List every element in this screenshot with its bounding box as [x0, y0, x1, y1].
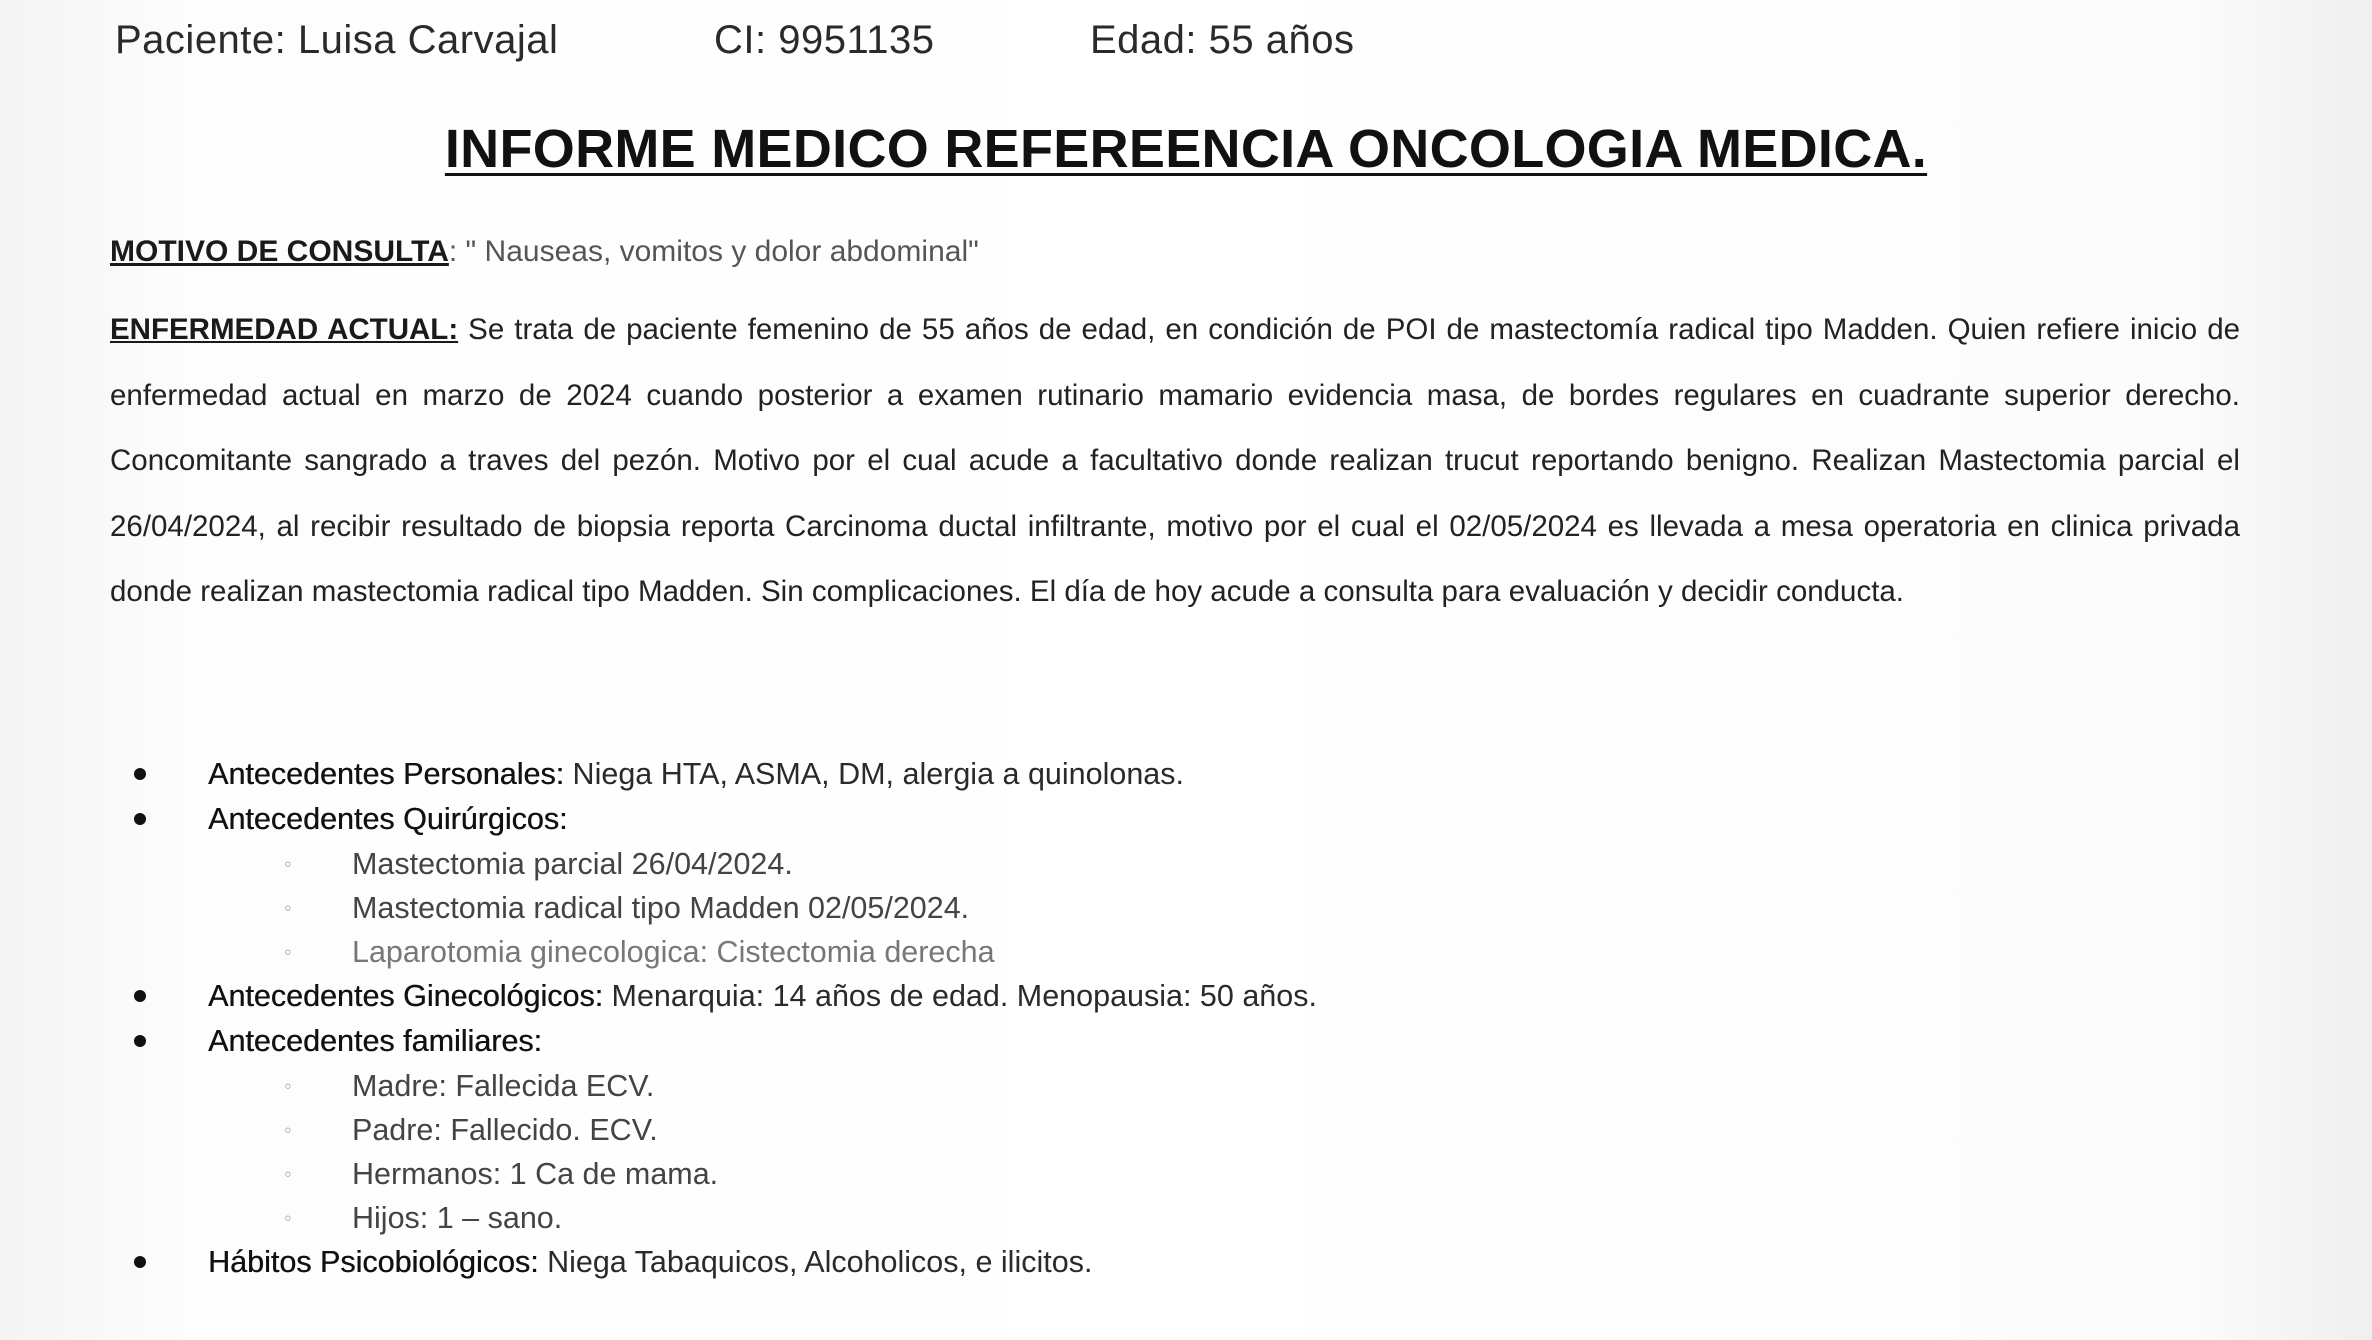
personales-text: Niega HTA, ASMA, DM, alergia a quinolonas.	[564, 757, 1184, 791]
bullet-icon	[134, 990, 146, 1002]
sub-item-familiar: ◦ Padre: Fallecido. ECV.	[0, 1108, 2372, 1152]
list-item-personales	[0, 752, 2372, 797]
report-title	[0, 118, 2372, 180]
bullet-icon	[134, 1256, 146, 1268]
enfermedad-actual	[110, 297, 2240, 625]
sub-item-quirurgico: ◦ Laparotomia ginecologica: Cistectomia derecha	[0, 930, 2372, 974]
patient-name: Paciente: Luisa Carvajal	[115, 18, 559, 62]
familiares-label: Antecedentes familiares:	[208, 1024, 542, 1058]
bullet-icon	[134, 768, 146, 780]
ginecologicos-text: Menarquia: 14 años de edad. Menopausia: 50 años.	[603, 979, 1317, 1013]
sub-item-quirurgico: ◦ Mastectomia parcial 26/04/2024.	[0, 842, 2372, 886]
habitos-text: Niega Tabaquicos, Alcoholicos, e ilicitos.	[538, 1245, 1093, 1279]
sub-item-familiar: ◦ Hermanos: 1 Ca de mama.	[0, 1152, 2372, 1196]
motivo-label: MOTIVO DE CONSULTA	[110, 235, 449, 268]
circle-bullet-icon: ◦	[284, 1117, 292, 1142]
sub-item-familiar: ◦ Madre: Fallecida ECV.	[0, 1064, 2372, 1108]
list-item-familiares	[0, 1019, 2372, 1064]
enfermedad-text: Se trata de paciente femenino de 55 años de edad, en condición de POI de mastectomía radical tipo Madden. Quien refiere inicio de enfermedad actual en marzo de 2024 cuando posterior a examen rutinario mamario evidencia masa, de bordes regulares en cuadrante superior derecho. Concomitante sangrado a traves del pezón. Motivo por el cual acude a facultativo donde realizan trucut reportando benigno. Realizan Mastectomia parcial el 26/04/2024, al recibir resultado de biopsia reporta Carcinoma ductal infiltrante, motivo por el cual el 02/05/2024 es llevada a mesa operatoria en clinica privada donde realizan mastectomia radical tipo Madden. Sin complicaciones. El día de hoy acude a consulta para evaluación y decidir conducta.	[110, 313, 2241, 609]
antecedentes-list	[0, 752, 2372, 1285]
enfermedad-label: ENFERMEDAD ACTUAL:	[110, 313, 459, 346]
motivo-text: : " Nauseas, vomitos y dolor abdominal"	[448, 235, 979, 268]
patient-ci: CI: 9951135	[714, 18, 935, 62]
quirurgicos-label: Antecedentes Quirúrgicos:	[208, 802, 568, 836]
sub-item-quirurgico: ◦ Mastectomia radical tipo Madden 02/05/2024.	[0, 886, 2372, 930]
patient-age: Edad: 55 años	[1090, 18, 1355, 62]
circle-bullet-icon: ◦	[284, 939, 292, 964]
circle-bullet-icon: ◦	[284, 895, 292, 920]
sub-item-familiar: ◦ Hijos: 1 – sano.	[0, 1196, 2372, 1240]
motivo-consulta	[110, 235, 979, 269]
circle-bullet-icon: ◦	[284, 1205, 292, 1230]
ginecologicos-label: Antecedentes Ginecológicos:	[208, 979, 604, 1013]
patient-header	[0, 12, 2372, 72]
bullet-icon	[134, 813, 146, 825]
habitos-label: Hábitos Psicobiológicos:	[208, 1245, 539, 1279]
personales-label: Antecedentes Personales:	[208, 757, 565, 791]
bullet-icon	[134, 1035, 146, 1047]
list-item-quirurgicos	[0, 797, 2372, 842]
circle-bullet-icon: ◦	[284, 851, 292, 876]
report-title-text: INFORME MEDICO REFEREENCIA ONCOLOGIA MEDICA.	[444, 119, 1928, 179]
circle-bullet-icon: ◦	[284, 1073, 292, 1098]
circle-bullet-icon: ◦	[284, 1161, 292, 1186]
list-item-habitos	[0, 1240, 2372, 1285]
list-item-ginecologicos	[0, 974, 2372, 1019]
